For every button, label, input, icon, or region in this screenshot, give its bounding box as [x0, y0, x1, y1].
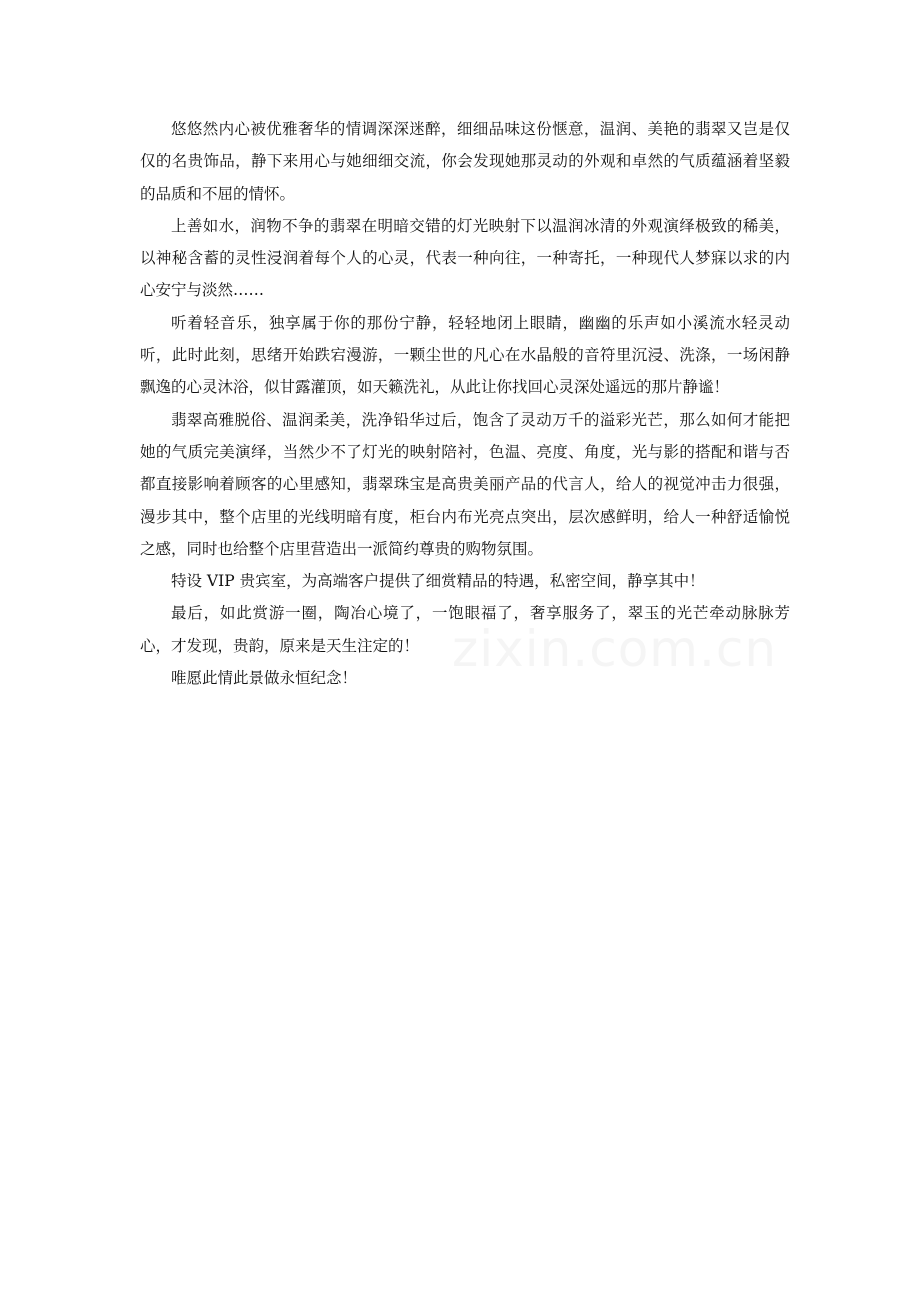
document-body [140, 113, 790, 694]
paragraph-7: 唯愿此情此景做永恒纪念！ [171, 669, 358, 688]
paragraph-2: 上善如水，润物不争的翡翠在明暗交错的灯光映射下以温润冰清的外观演绎极致的稀美，以神秘含蓄的灵性浸润着每个人的心灵，代表一种向往，一种寄托，一种现代人梦寐以求的内心安宁与淡然…… [140, 216, 790, 300]
paragraph-3: 听着轻音乐，独享属于你的那份宁静，轻轻地闭上眼睛，幽幽的乐声如小溪流水轻灵动听，此时此刻，思绪开始跌宕漫游，一颗尘世的凡心在水晶般的音符里沉浸、洗涤，一场闲静飘逸的心灵沐浴，似甘露灌顶，如天籁洗礼，从此让你找回心灵深处遥远的那片静谧！ [140, 313, 790, 397]
paragraph-4: 翡翠高雅脱俗、温润柔美，洗净铅华过后，饱含了灵动万千的溢彩光芒，那么如何才能把她的气质完美演绎，当然少不了灯光的映射陪衬，色温、亮度、角度，光与影的搭配和谐与否都直接影响着顾客的心里感知，翡翠珠宝是高贵美丽产品的代言人，给人的视觉冲击力很强，漫步其中，整个店里的光线明暗有度，柜台内布光亮点突出，层次感鲜明，给人一种舒适愉悦之感，同时也给整个店里营造出一派简约尊贵的购物氛围。 [140, 410, 790, 558]
paragraph-6: 最后，如此赏游一圈，陶冶心境了，一饱眼福了，奢享服务了，翠玉的光芒牵动脉脉芳心，才发现，贵韵，原来是天生注定的！ [140, 604, 790, 655]
watermark: zixin.com.cn [452, 620, 778, 678]
paragraph-1: 悠悠然内心被优雅奢华的情调深深迷醉，细细品味这份惬意，温润、美艳的翡翠又岂是仅仅的名贵饰品，静下来用心与她细细交流，你会发现她那灵动的外观和卓然的气质蕴涵着坚毅的品质和不屈的情怀。 [140, 120, 790, 203]
paragraph-5: 特设 VIP 贵宾室，为高端客户提供了细赏精品的特遇，私密空间，静享其中！ [171, 572, 705, 591]
